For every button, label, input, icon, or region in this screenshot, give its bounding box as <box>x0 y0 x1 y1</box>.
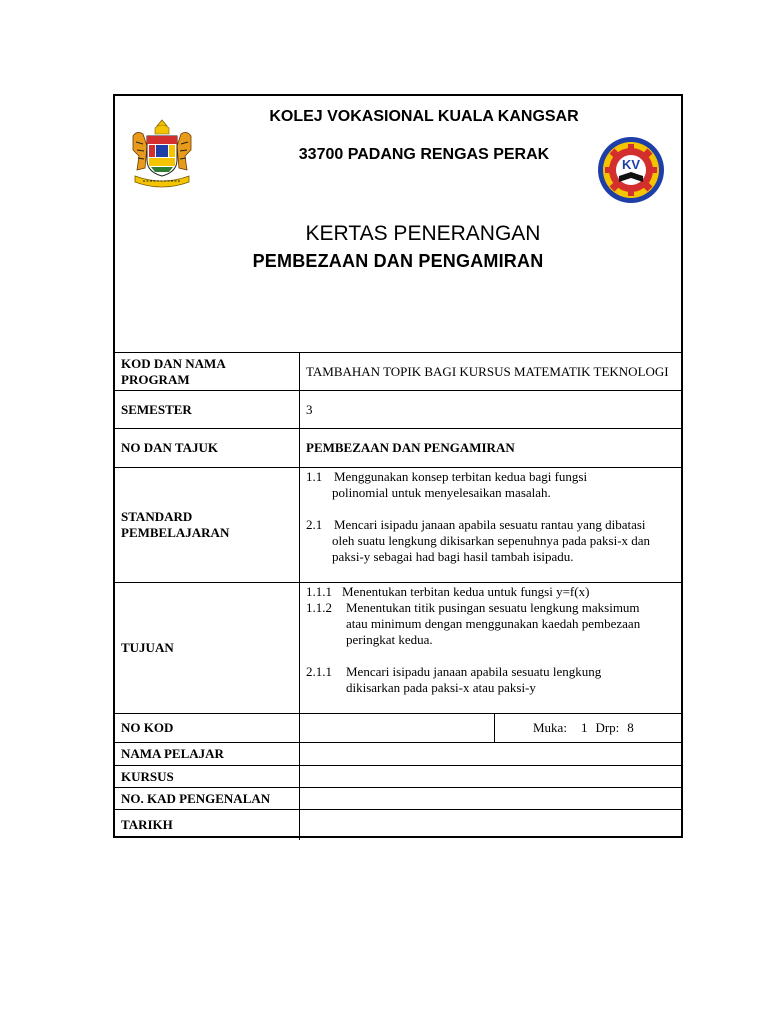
value-program: TAMBAHAN TOPIK BAGI KURSUS MATEMATIK TEKNOLOGI <box>300 353 682 391</box>
standard-item: 2.1 Mencari isipadu janaan apabila sesuatu rantau yang dibatasi <box>306 517 646 532</box>
value-objective: 1.1.1 Menentukan terbitan kedua untuk fungsi y=f(x) 1.1.2 Menentukan titik pusingan sesuatu lengkung maksimum atau minimum dengan menggunakan kaedah pembezaan peringkat kedua. 2.1.1 Mencari isipadu janaan apabila sesuatu lengkung dikisarkan pada paksi-x atau paksi-y <box>300 583 682 714</box>
label-program: KOD DAN NAMA PROGRAM <box>115 353 300 391</box>
row-ic-number <box>115 788 681 810</box>
objective-item: 2.1.1 Mencari isipadu janaan apabila sesuatu lengkung <box>306 664 602 679</box>
label-semester: SEMESTER <box>115 391 300 429</box>
info-table <box>115 352 681 840</box>
value-semester: 3 <box>300 391 682 429</box>
label-objective: TUJUAN <box>115 583 300 714</box>
row-semester <box>115 391 681 429</box>
row-date <box>115 810 681 840</box>
label-topic: NO DAN TAJUK <box>115 429 300 468</box>
row-topic <box>115 429 681 468</box>
code-input[interactable] <box>300 714 495 742</box>
school-name: KOLEJ VOKASIONAL KUALA KANGSAR <box>269 108 579 125</box>
student-name-input[interactable] <box>300 743 682 766</box>
label-standard: STANDARD PEMBELAJARAN <box>115 468 300 583</box>
value-standard: 1.1 Menggunakan konsep terbitan kedua bagi fungsi polinomial untuk menyelesaikan masalah. 2.1 Mencari isipadu janaan apabila sesuatu rantau yang dibatasi oleh suatu lengkung dikisarkan sepenuhnya pada paksi-x dan paksi-y sebagai had bagi hasil tambah isipadu. <box>300 468 682 583</box>
row-objective <box>115 583 681 714</box>
label-date: TARIKH <box>115 810 300 840</box>
value-topic: PEMBEZAAN DAN PENGAMIRAN <box>300 429 682 468</box>
course-input[interactable] <box>300 766 682 788</box>
document-frame <box>113 94 683 838</box>
row-standard <box>115 468 681 583</box>
document-subject: PEMBEZAAN DAN PENGAMIRAN <box>252 251 544 271</box>
label-course: KURSUS <box>115 766 300 788</box>
label-ic-number: NO. KAD PENGENALAN <box>115 788 300 810</box>
ic-number-input[interactable] <box>300 788 682 810</box>
row-course <box>115 766 681 788</box>
objective-item: 1.1.1 Menentukan terbitan kedua untuk fungsi y=f(x) <box>306 584 590 599</box>
row-program <box>115 353 681 391</box>
page-indicator: Muka: 1 Drp: 8 <box>533 720 634 735</box>
kv-logo-letters: KV <box>621 157 641 172</box>
document-header <box>115 96 681 352</box>
label-student-name: NAMA PELAJAR <box>115 743 300 766</box>
date-input[interactable] <box>300 810 682 840</box>
row-code <box>115 714 681 743</box>
standard-item: 1.1 Menggunakan konsep terbitan kedua bagi fungsi <box>306 469 588 484</box>
school-address: 33700 PADANG RENGAS PERAK <box>298 146 550 163</box>
kv-logo-icon <box>597 136 665 204</box>
document-type: KERTAS PENERANGAN <box>305 222 541 245</box>
row-student-name <box>115 743 681 766</box>
label-code: NO KOD <box>115 714 300 743</box>
objective-item: 1.1.2 Menentukan titik pusingan sesuatu lengkung maksimum <box>306 600 640 615</box>
